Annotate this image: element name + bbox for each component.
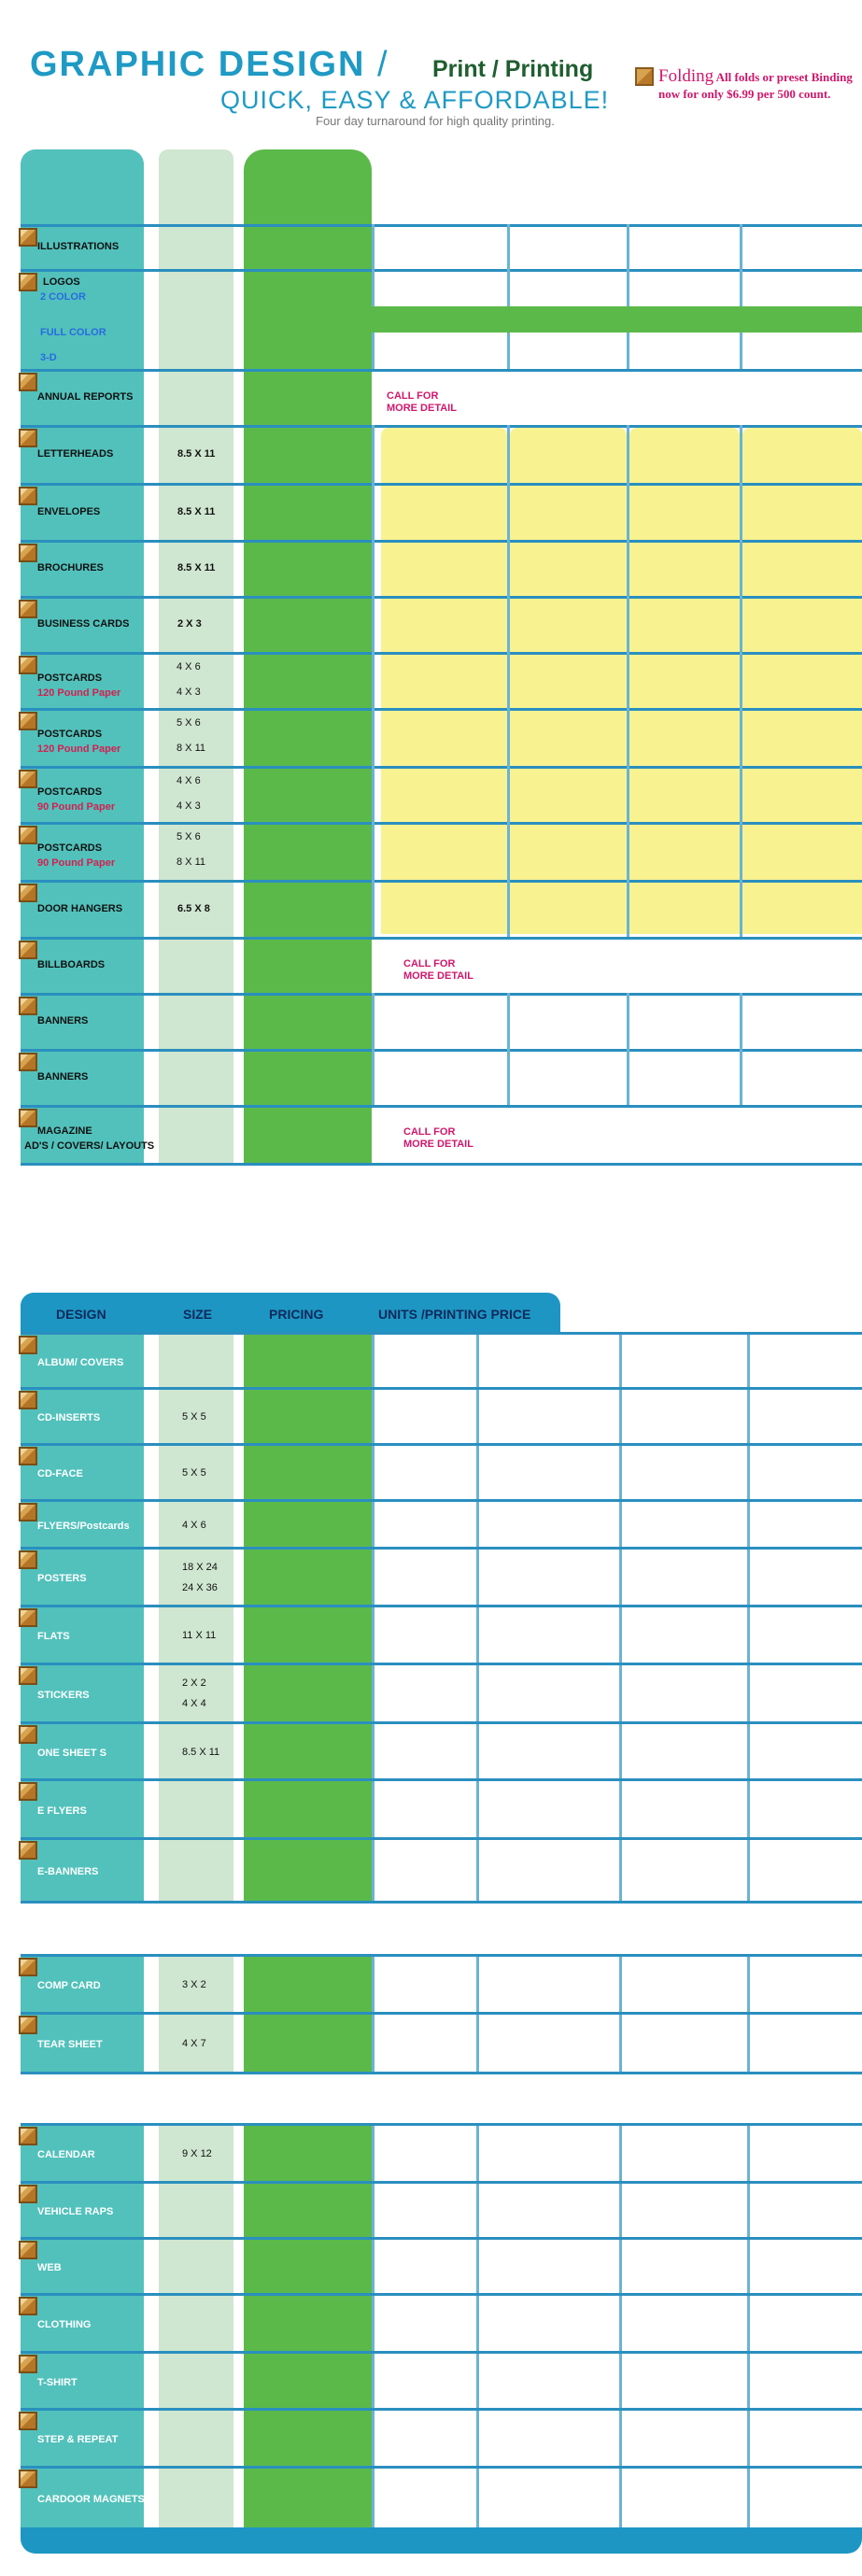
row-label: LOGOS bbox=[43, 276, 80, 288]
price-cell-area bbox=[510, 428, 627, 934]
size-value: 11 X 11 bbox=[182, 1630, 217, 1641]
size-value: 24 X 36 bbox=[182, 1582, 218, 1593]
row-label: POSTERS bbox=[37, 1573, 87, 1584]
bullet-icon bbox=[19, 1841, 37, 1860]
size-value: 5 X 6 bbox=[177, 717, 201, 729]
row-divider bbox=[21, 2012, 862, 2015]
row-divider bbox=[21, 1663, 862, 1665]
bullet-icon bbox=[19, 1503, 37, 1522]
logo-option: FULL COLOR bbox=[40, 327, 106, 338]
bullet-icon bbox=[19, 1336, 37, 1354]
row-label: BANNERS bbox=[37, 1015, 89, 1026]
row-divider bbox=[21, 1163, 862, 1166]
bullet-icon bbox=[19, 2185, 37, 2203]
row-label: ENVELOPES bbox=[37, 505, 101, 517]
row-divider bbox=[374, 822, 862, 825]
row-divider bbox=[374, 652, 862, 655]
row-divider bbox=[21, 224, 862, 227]
row-label: BROCHURES bbox=[37, 562, 104, 573]
bullet-icon bbox=[19, 884, 37, 902]
column-divider bbox=[627, 224, 629, 369]
row-label: DOOR HANGERS bbox=[37, 902, 123, 914]
logo-option: 3-D bbox=[40, 352, 57, 363]
size-value: 8.5 X 11 bbox=[177, 562, 216, 573]
paper-weight: 90 Pound Paper bbox=[37, 801, 116, 813]
row-label: MAGAZINE bbox=[37, 1125, 92, 1137]
bullet-icon bbox=[19, 1725, 37, 1744]
row-divider bbox=[21, 2408, 862, 2411]
row-label: COMP CARD bbox=[37, 1980, 101, 1991]
row-label: FLATS bbox=[37, 1631, 70, 1642]
row-label: BANNERS bbox=[37, 1071, 89, 1083]
row-divider bbox=[21, 1443, 862, 1446]
row-divider bbox=[374, 708, 862, 711]
call-for-detail: CALL FOR MORE DETAIL bbox=[403, 1126, 473, 1150]
column-divider bbox=[627, 425, 629, 937]
bullet-icon bbox=[19, 1447, 37, 1465]
bullet-icon bbox=[19, 1782, 37, 1801]
row-label: LETTERHEADS bbox=[37, 448, 114, 460]
column-divider bbox=[372, 224, 374, 369]
pricing-column bbox=[244, 1332, 372, 1901]
size-value: 9 X 12 bbox=[182, 2148, 212, 2159]
table-footer-bar bbox=[21, 2527, 862, 2554]
bullet-icon bbox=[19, 997, 37, 1015]
unit-cell-top bbox=[753, 1335, 859, 1338]
bullet-icon bbox=[19, 2127, 37, 2145]
bullet-icon bbox=[19, 1391, 37, 1409]
row-label: POSTCARDS bbox=[37, 729, 103, 740]
size-value: 8 X 11 bbox=[177, 743, 205, 754]
paper-weight: 90 Pound Paper bbox=[37, 857, 116, 869]
row-label: BUSINESS CARDS bbox=[37, 618, 130, 630]
row-divider bbox=[21, 1954, 862, 1957]
row-divider bbox=[21, 2072, 862, 2074]
row-divider bbox=[374, 880, 862, 883]
bullet-icon bbox=[19, 1053, 37, 1071]
row-label: CARDOOR MAGNETS bbox=[37, 2494, 145, 2505]
size-value: 8.5 X 11 bbox=[182, 1746, 220, 1758]
column-divider bbox=[740, 224, 742, 369]
row-label: VEHICLE RAPS bbox=[37, 2206, 114, 2217]
folding-promo bbox=[658, 68, 855, 103]
folding-title: Folding bbox=[658, 66, 714, 86]
unit-cell-top bbox=[625, 1335, 744, 1338]
row-label: POSTCARDS bbox=[37, 786, 103, 798]
bullet-icon bbox=[19, 712, 37, 730]
bullet-icon bbox=[19, 2355, 37, 2373]
row-label: ONE SHEET S bbox=[37, 1747, 106, 1759]
row-label: POSTCARDS bbox=[37, 842, 103, 854]
bullet-icon bbox=[19, 770, 37, 788]
row-divider bbox=[21, 1499, 862, 1502]
folding-text: All folds or preset Binding now for only $6.99 per 500 count. bbox=[658, 70, 853, 101]
header-units: UNITS /PRINTING PRICE bbox=[378, 1307, 531, 1322]
column-divider bbox=[627, 993, 629, 1105]
size-value: 2 X 3 bbox=[177, 618, 202, 630]
unit-cell-top bbox=[374, 1335, 473, 1338]
turnaround-note: Four day turnaround for high quality printing. bbox=[316, 114, 555, 128]
page-subtitle: Print / Printing bbox=[432, 56, 594, 82]
size-value: 5 X 5 bbox=[182, 1411, 206, 1422]
bullet-icon bbox=[19, 2297, 37, 2315]
page-title bbox=[30, 45, 389, 85]
bullet-icon bbox=[19, 1958, 37, 1976]
price-cell-area bbox=[381, 428, 507, 934]
column-divider bbox=[740, 425, 742, 937]
bullet-icon bbox=[19, 826, 37, 844]
row-label: ANNUAL REPORTS bbox=[37, 391, 134, 403]
size-value: 4 X 3 bbox=[177, 800, 201, 812]
bullet-icon bbox=[19, 2470, 37, 2488]
bullet-icon bbox=[19, 1550, 37, 1569]
size-value: 4 X 6 bbox=[182, 1519, 206, 1531]
call-for-detail: CALL FOR MORE DETAIL bbox=[387, 390, 457, 414]
price-cell-area bbox=[629, 428, 740, 934]
row-divider bbox=[21, 1387, 862, 1390]
row-label: FLYERS/Postcards bbox=[37, 1520, 130, 1532]
title-text: GRAPHIC DESIGN bbox=[30, 45, 366, 84]
column-divider bbox=[372, 1332, 374, 1901]
size-value: 8.5 X 11 bbox=[177, 505, 216, 517]
row-divider bbox=[21, 2123, 862, 2126]
row-label: BILLBOARDS bbox=[37, 959, 106, 970]
column-divider bbox=[619, 1332, 622, 1901]
row-divider bbox=[21, 1049, 862, 1052]
unit-cell-top bbox=[482, 1335, 616, 1338]
row-label: CALENDAR bbox=[37, 2149, 95, 2160]
paper-weight: 120 Pound Paper bbox=[37, 743, 121, 755]
size-column bbox=[159, 149, 233, 1163]
row-label: ILLUSTRATIONS bbox=[37, 241, 120, 252]
row-divider bbox=[21, 1105, 862, 1108]
logos-pricing-band bbox=[372, 306, 862, 333]
size-value: 18 X 24 bbox=[182, 1562, 218, 1573]
row-divider bbox=[21, 2293, 862, 2296]
size-value: 5 X 5 bbox=[182, 1467, 206, 1479]
size-value: 4 X 6 bbox=[177, 661, 201, 672]
size-value: 5 X 6 bbox=[177, 831, 201, 842]
column-divider bbox=[507, 425, 510, 937]
row-divider bbox=[21, 2237, 862, 2240]
bullet-icon bbox=[19, 1608, 37, 1627]
row-divider bbox=[21, 1605, 862, 1607]
size-value: 8 X 11 bbox=[177, 856, 205, 868]
row-label: CD-INSERTS bbox=[37, 1412, 101, 1423]
header-pricing: PRICING bbox=[269, 1307, 324, 1322]
row-divider bbox=[374, 540, 862, 543]
row-divider bbox=[21, 1901, 862, 1904]
column-divider bbox=[372, 425, 374, 937]
header-size: SIZE bbox=[183, 1307, 213, 1322]
logo-option: 2 COLOR bbox=[40, 291, 86, 303]
bullet-icon bbox=[19, 600, 37, 618]
size-value: 4 X 3 bbox=[177, 686, 201, 698]
row-divider bbox=[21, 2466, 862, 2469]
size-value: 4 X 4 bbox=[182, 1698, 206, 1709]
row-divider bbox=[21, 1837, 862, 1840]
tagline: QUICK, EASY & AFFORDABLE! bbox=[220, 86, 610, 114]
row-divider bbox=[21, 937, 862, 940]
column-divider bbox=[740, 993, 742, 1105]
row-divider bbox=[21, 1721, 862, 1724]
size-value: 6.5 X 8 bbox=[177, 902, 210, 914]
bullet-icon bbox=[19, 1666, 37, 1685]
size-value: 8.5 X 11 bbox=[177, 448, 216, 460]
pricing-column bbox=[244, 149, 372, 1163]
bullet-icon bbox=[19, 656, 37, 674]
bullet-icon bbox=[19, 1109, 37, 1127]
bullet-icon bbox=[19, 2241, 37, 2259]
row-label: WEB bbox=[37, 2262, 62, 2273]
price-cell-area bbox=[742, 428, 862, 934]
row-divider bbox=[374, 596, 862, 599]
paper-weight: 120 Pound Paper bbox=[37, 687, 121, 699]
row-sublabel: AD'S / COVERS/ LAYOUTS bbox=[24, 1140, 155, 1152]
column-divider bbox=[372, 993, 374, 1105]
size-value: 2 X 2 bbox=[182, 1677, 206, 1689]
row-divider bbox=[21, 993, 862, 996]
folding-icon bbox=[635, 67, 654, 86]
column-divider bbox=[507, 993, 510, 1105]
row-divider bbox=[21, 1778, 862, 1781]
size-value: 3 X 2 bbox=[182, 1979, 206, 1990]
bullet-icon bbox=[19, 373, 37, 391]
bullet-icon bbox=[19, 544, 37, 562]
column-divider bbox=[476, 1332, 479, 1901]
row-divider bbox=[21, 1547, 862, 1550]
row-label: POSTCARDS bbox=[37, 672, 103, 684]
header-design: DESIGN bbox=[56, 1307, 106, 1322]
row-divider bbox=[374, 483, 862, 486]
row-label: E FLYERS bbox=[37, 1805, 87, 1817]
column-divider bbox=[507, 224, 510, 369]
row-divider bbox=[374, 766, 862, 769]
row-label: STEP & REPEAT bbox=[37, 2434, 119, 2445]
bullet-icon bbox=[19, 228, 37, 247]
bullet-icon bbox=[19, 2016, 37, 2034]
row-label: ALBUM/ COVERS bbox=[37, 1356, 124, 1368]
row-divider bbox=[21, 2351, 862, 2354]
row-label: STICKERS bbox=[37, 1689, 90, 1701]
bullet-icon bbox=[19, 941, 37, 959]
row-label: CLOTHING bbox=[37, 2319, 92, 2330]
row-divider bbox=[21, 369, 862, 372]
column-divider bbox=[747, 1332, 750, 1901]
row-label: E-BANNERS bbox=[37, 1866, 99, 1877]
bullet-icon bbox=[19, 2412, 37, 2430]
size-value: 4 X 6 bbox=[177, 775, 201, 786]
row-divider bbox=[21, 269, 862, 272]
row-label: TEAR SHEET bbox=[37, 2039, 103, 2050]
bullet-icon bbox=[19, 429, 37, 447]
size-value: 4 X 7 bbox=[182, 2038, 206, 2049]
row-label: T-SHIRT bbox=[37, 2376, 78, 2388]
call-for-detail: CALL FOR MORE DETAIL bbox=[403, 958, 473, 982]
bullet-icon bbox=[19, 487, 37, 505]
row-label: CD-FACE bbox=[37, 1468, 83, 1479]
title-slash: / bbox=[377, 45, 389, 84]
row-divider bbox=[21, 2181, 862, 2184]
bullet-icon bbox=[19, 273, 37, 291]
